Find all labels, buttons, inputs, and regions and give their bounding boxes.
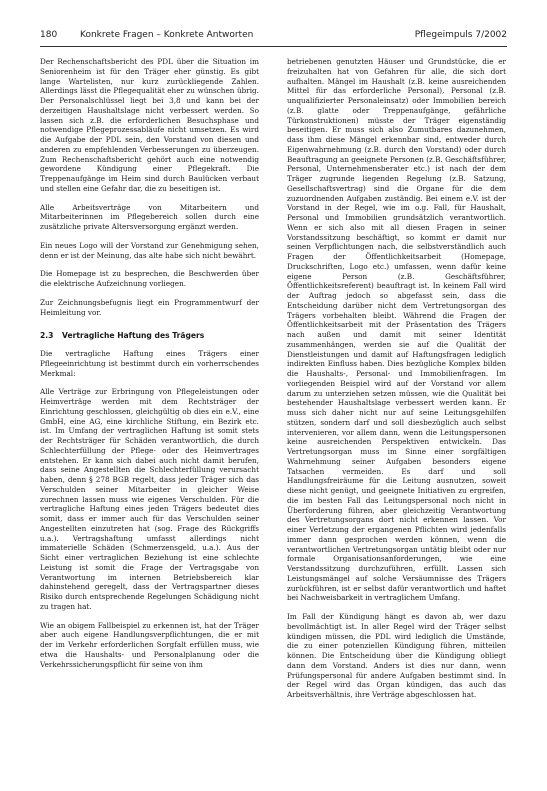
right-column: [287, 57, 506, 700]
running-title: Konkrete Fragen – Konkrete Antworten: [80, 30, 254, 40]
paragraph: Alle Verträge zur Erbringung von Pflegeleistungen oder Heimverträge werden mit dem Rechtsträger der Einrichtung geschlossen, gleichgültig ob dies ein e.V., eine GmbH, eine AG, eine kirchliche Stiftung, ein Bezirk etc. ist. Im Umfang der vertraglichen Haftung ist somit stets der Rechtsträger für Schäden verantwortlich, die durch Schlechterfüllung der Pflege- oder des Heimvertrages entstehen. Er kann sich dabei auch nicht damit berufen, dass seine Angestellten die Schlechterfüllung verursacht haben, denn § 278 BGB regelt, dass jeder Träger sich das Verschulden seiner Mitarbeiter in gleicher Weise zurechnen lassen muss wie eigenes Verschulden. Für die vertragliche Haftung eines jeden Trägers bedeutet dies somit, dass er immer auch für das Verschulden seiner Angestellten einzutreten hat (sog. Frage des Rückgriffs u.a.). Vertragshaftung umfasst allerdings nicht immaterielle Schäden (Schmerzensgeld, u.a.). Aus der Sicht einer vertraglichen Beziehung ist eine schlechte Leistung ist somit die Frage der Vertragsgabe von Verantwortung im internen Betriebsbereich klar dahinstehend geregelt, dass der Vertragspartner dieses Risiko durch entsprechende Regelungen Schädigung nicht zu tragen hat.: [40, 387, 259, 611]
journal-issue: Pflegeimpuls 7/2002: [414, 30, 507, 40]
paragraph: Wie an obigem Fallbeispiel zu erkennen ist, hat der Träger aber auch eigene Handlungsverpflichtungen, die er mit der im Verkehr erforderlichen Sorgfalt erfüllen muss, wie etwa die Haushalts- und Personalplanung oder die Verkehrssicherungspflicht für seine von ihm: [40, 620, 259, 669]
page-header: [40, 30, 507, 44]
section-number: 2.3: [40, 331, 54, 341]
header-rule: [40, 46, 507, 47]
paragraph: Die Homepage ist zu besprechen, die Beschwerden über die elektrische Aufzeichnung vorliegen.: [40, 269, 259, 288]
paragraph: betriebenen genutzten Häuser und Grundstücke, die er freizuhalten hat von Gefahren für alle, die sich dort aufhalten. Mängel im Haushalt (z.B. keine ausreichenden Mittel für das erforderliche Personal), Personal (z.B. unqualifizierter Personaleinsatz) oder Immobilien bereich (z.B. glatte oder Treppenaufgänge, gefährliche Türkonstruktionen) müsste der Träger eigenständig beseitigen. Er muss sich also Zumutbares dazunehmen, dass ihm diese Mängel erkennbar sind, entweder durch Eigenwahrnehmung (z.B. durch den Vorstand) oder durch Beauftragung an geeignete Personen (z.B. Geschäftsführer, Personal, Unternehmensberater etc.) ist nach der dem Träger zugrunde liegenden Regelung (z.B. Satzung, Gesellschaftsvertrag) sind die Organe für die dem zuzuordnenden Aufgaben zuständig. Bei einem e.V. ist der Vorstand in der Regel, wie im o.g. Fall, für Haushalt, Personal und Immobilien grundsätzlich verantwortlich. Wenn er sich also mit all diesen Fragen in seiner Vorstandssitzung beschäftigt, so kommt er damit nur seinen Verpflichtungen nach, die selbstverständlich auch Fragen der Öffentlichkeitsarbeit (Homepage, Druckschriften, Logo etc.) umfassen, wenn dafür keine eigene Person (z.B. Geschäftsführer, Öffentlichkeitsreferent) beauftragt ist. In keinem Fall wird der Auftrag jedoch so abgefasst sein, dass die Entscheidung darüber nicht dem Vertretungsorgan des Trägers vorbehalten bleibt. Während die Fragen der Öffentlichkeitsarbeit mit der Präsentation des Trägers nach außen und damit mit seiner Identität zusammenhängen, werden sie auf die Qualität der Dienstleistungen und damit auf Haftungsfragen lediglich indirekten Einfluss haben. Dies bezügliche Komplex bilden die Haushalts-, Personal- und Immobilienfragen. Im vorliegenden Beispiel wird auf der Vorstand vor allem darum zu unterziehen setzen müssen, wie die Qualität bei bestehender Haushaltslage verbessert werden kann. Er muss sich daher nicht nur auf seine Leitungsgehilfen stützen, sondern darf und soll diesbezüglich auch selbst intervenieren, vor allem dann, wenn die Leitungspersonen keine ausreichenden Perspektiven entwickeln. Das Vertretungsorgan muss im Sinne einer sorgfältigen Wahrnehmung seiner Aufgaben besonders eigene Tatsachen vermeiden. Es darf und soll Handlungsfreiräume für die Leitung ausnutzen, soweit diese nicht genügt, und geeignete Initiativen zu ergreifen, die im besten Fall das Leitungspersonal noch nicht in Überforderung führen, aber gleichzeitig Verantwortung des Vertretungsorgans dort nicht erkennen lassen. Vor einer Verletzung der ergangenen Pflichten wird jedenfalls immer dann gesprochen werden können, wenn die verantwortlichen Vertretungsorgan untätig bleibt oder nur formale Organisationsanforderungen, wie eine Verstandssitzung durchzuführen, erfüllt. Lassen sich Leistungsmängel auf solche Versäumnisse des Trägers zurückführen, ist er selbst dafür verantwortlich und haftet bei Nachweisbarkeit in vertraglichem Umfang.: [287, 57, 507, 603]
section-title: Vertragliche Haftung des Trägers: [62, 331, 205, 341]
paragraph: Ein neues Logo will der Vorstand zur Genehmigung sehen, denn er ist der Meinung, das alte habe sich nicht bewährt.: [40, 240, 259, 260]
paragraph: Der Rechenschaftsbericht des PDL über die Situation im Seniorenheim ist für den Träger eher günstig. Es gibt lange Wartelisten, nur kurz zurückliegende Zahlen. Allerdings lässt die Pflegequalität eher zu wünschen übrig. Der Personalschlüssel liegt bei 3,8 und kann bei der derzeitigen Haushaltslage nicht verbessert werden. So lassen sich z.B. die erforderlichen Besuchsphase und notwendige Pflegeprozessabläufe nicht umsetzen. Es wird die Aufgabe der PDL sein, den Vorstand von diesen und anderen zu empfehlenden Verbesserungen zu überzeugen. Zum Rechenschaftsbericht gehört auch eine notwendig gewordene Kündigung einer Pflegekraft. Die Treppenaufgänge im Heim sind durch Baulücken verbaut und stellen eine Gefahr dar, die zu beseitigen ist.: [40, 57, 259, 193]
section-heading: [40, 331, 259, 341]
paragraph: Die vertragliche Haftung eines Trägers einer Pflegeeinrichtung ist bestimmt durch ein vorherrschendes Merkmal:: [40, 349, 259, 378]
paragraph: Im Fall der Kündigung hängt es davon ab, wer dazu bevollmächtigt ist. In aller Regel wird der Träger selbst kündigen müssen, die PDL wird lediglich die Umstände, die zu einer potenziellen Kündigung führen, mitteilen können. Die Entscheidung über die Kündigung obliegt dann dem Vorstand. Anders ist dies nur dann, wenn Prüfungspersonal für andere Aufgaben bestimmt sind. In der Regel wird das Organ kündigen, das auch das Arbeitsverhältnis, ihre Verträge abgeschlossen hat.: [287, 612, 506, 699]
paragraph: Zur Zeichnungsbefugnis liegt ein Programmentwurf der Heimleitung vor.: [40, 297, 259, 317]
paragraph: Alle Arbeitsverträge von Mitarbeitern und Mitarbeiterinnen im Pflegebereich sollen durch eine zusätzliche private Altersversorgung ergänzt werden.: [40, 202, 259, 231]
page-number: 180: [40, 30, 58, 40]
left-column: [40, 57, 259, 669]
